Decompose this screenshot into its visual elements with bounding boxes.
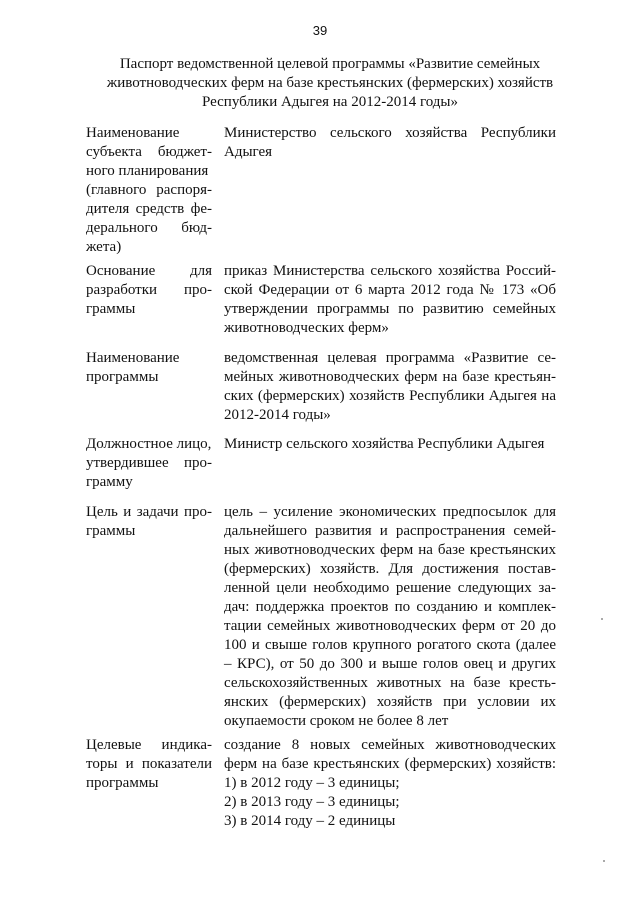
value-line: утверждении программы по развитию семейных (224, 301, 556, 317)
row-label (86, 262, 212, 319)
value-line: 2) в 2013 году – 3 единицы; (224, 794, 400, 810)
label-line: дерального бюд- (86, 220, 212, 236)
value-line: ленной цели необходимо решение следующих за- (224, 580, 556, 596)
value-line: 2012-2014 годы» (224, 407, 331, 423)
row-value (224, 503, 556, 731)
value-line: ской Федерации от 6 марта 2012 года № 173 «Об (224, 282, 556, 298)
value-line: животноводческих ферм» (224, 320, 389, 336)
label-line: граммы (86, 301, 136, 317)
label-line: Должностное лицо, (86, 436, 212, 452)
row-label (86, 503, 212, 541)
value-line: приказ Министерства сельского хозяйства Россий- (224, 263, 556, 279)
value-line: цель – усиление экономических предпосылок для (224, 504, 556, 520)
value-line: Министерство сельского хозяйства Республики (224, 125, 556, 141)
scan-speck (603, 860, 605, 862)
label-line: дителя средств фе- (86, 201, 212, 217)
label-line: Наименование (86, 125, 180, 141)
scan-speck (601, 618, 603, 620)
row-value (224, 435, 556, 454)
label-line: грамму (86, 474, 133, 490)
title-line: Паспорт ведомственной целевой программы «Развитие семейных (119, 56, 541, 72)
value-line: 100 и свыше голов крупного рогатого скота (далее (224, 637, 556, 653)
label-line: Основание для (86, 263, 212, 279)
row-label (86, 435, 212, 492)
value-line: янских (фермерских) хозяйств при условии их (224, 694, 556, 710)
label-line: ного планирования (86, 163, 209, 179)
label-line: торы и показатели (86, 756, 212, 772)
label-line: Наименование (86, 350, 180, 366)
value-line: 1) в 2012 году – 3 единицы; (224, 775, 400, 791)
title-line: Республики Адыгея на 2012-2014 годы» (201, 94, 459, 110)
value-line: 3) в 2014 году – 2 единицы (224, 813, 396, 829)
row-label (86, 736, 212, 793)
label-line: (главного распоря- (86, 182, 212, 198)
row-value (224, 262, 556, 338)
value-line: создание 8 новых семейных животноводческих (224, 737, 556, 753)
value-line: окупаемости сроком не более 8 лет (224, 713, 449, 729)
label-line: граммы (86, 523, 136, 539)
label-line: жета) (86, 239, 122, 255)
label-line: Целевые индика- (86, 737, 212, 753)
row-value (224, 124, 556, 162)
value-line: сельскохозяйственных животных на базе кресть- (224, 675, 556, 691)
value-line: – КРС), от 50 до 300 и выше голов овец и других (224, 656, 556, 672)
label-line: разработки про- (86, 282, 212, 298)
label-line: Цель и задачи про- (86, 504, 212, 520)
page-number: 39 (312, 23, 328, 38)
value-line: дач: поддержка проектов по созданию и комплек- (224, 599, 556, 615)
value-line: дальнейшего развития и распространения семей- (224, 523, 556, 539)
document-title (60, 55, 600, 112)
row-value (224, 349, 556, 425)
value-line: ских (фермерских) хозяйств Республики Адыгея на (224, 388, 556, 404)
label-line: программы (86, 369, 159, 385)
value-line: Адыгея (224, 144, 273, 160)
value-line: мейных животноводческих ферм на базе крестьян- (224, 369, 556, 385)
row-label (86, 349, 212, 387)
row-label (86, 124, 212, 257)
label-line: программы (86, 775, 159, 791)
value-line: тации семейных животноводческих ферм от 20 до (224, 618, 556, 634)
value-line: (фермерских) хозяйств. Для достижения постав- (224, 561, 556, 577)
label-line: утвердившее про- (86, 455, 212, 471)
value-line: Министр сельского хозяйства Республики Адыгея (224, 436, 545, 452)
label-line: субъекта бюджет- (86, 144, 212, 160)
value-line: ведомственная целевая программа «Развитие се- (224, 350, 556, 366)
value-line: ных животноводческих ферм на базе крестьянских (224, 542, 556, 558)
value-line: ферм на базе крестьянских (фермерских) хозяйств: (224, 756, 556, 772)
row-value (224, 736, 556, 831)
title-line: животноводческих ферм на базе крестьянских (фермерских) хозяйств (106, 75, 554, 91)
